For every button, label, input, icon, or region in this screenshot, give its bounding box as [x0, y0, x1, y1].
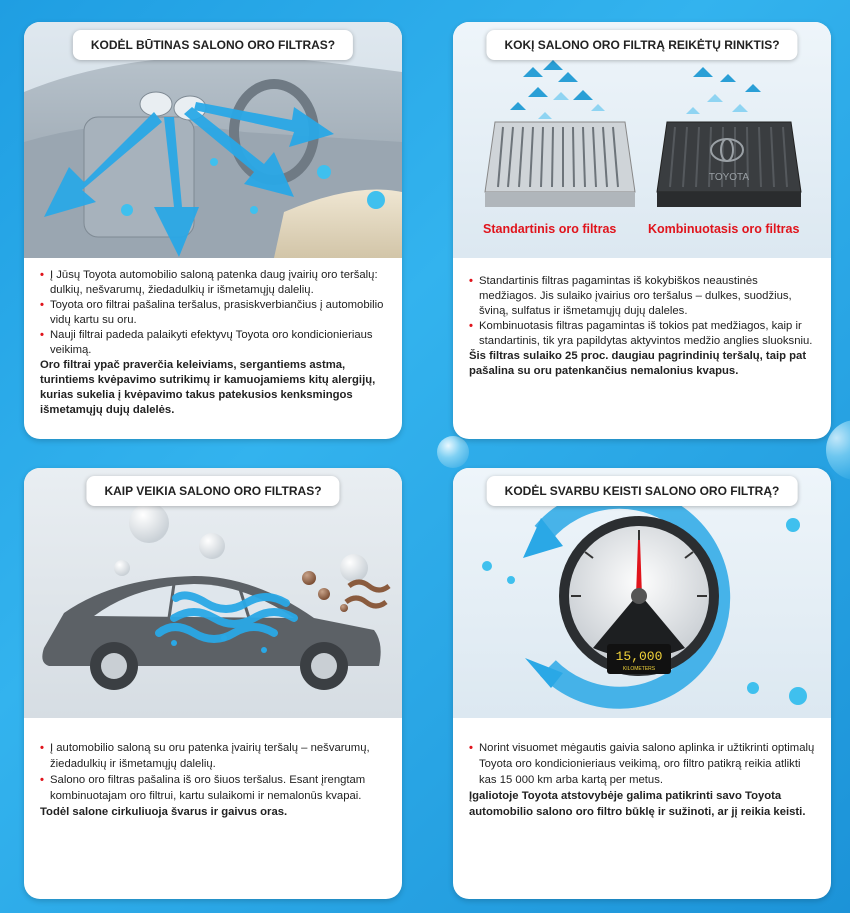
panel-text — [469, 274, 817, 379]
bullet: • Nauji filtrai padeda palaikyti efektyvų Toyota oro kondicionieriaus veikimą. — [40, 328, 388, 358]
bold-note: Šis filtras sulaiko 25 proc. daugiau pagrindinių teršalų, taip pat pašalina su oru patenkančius nemalonius kvapus. — [469, 350, 807, 377]
panel-text — [469, 740, 817, 820]
bold-note: Todėl salone cirkuliuoja švarus ir gaivus oras. — [40, 806, 288, 818]
filter-brand-text: TOYOTA — [708, 172, 750, 183]
bullet: • Į automobilio saloną su oru patenka įvairių teršalų – nešvarumų, žiedadulkių ir išmetamųjų dalelių. — [40, 740, 388, 772]
bullet: • Norint visuomet mėgautis gaivia salono aplinka ir užtikrinti optimalų Toyota oro kondicionieriaus veikimą, oro filtro patikrą reikia atlikti kas 15 000 km arba kartą per metus. — [469, 740, 817, 788]
panel-how-filter-works — [24, 468, 402, 899]
bullet: • Į Jūsų Toyota automobilio saloną patenka daug įvairių oro teršalų: dulkių, nešvarumų, žiedadulkių ir išmetamųjų dalelių. — [40, 268, 388, 298]
label-standard-filter: Standartinis oro filtras — [483, 222, 617, 236]
bullet: • Toyota oro filtrai pašalina teršalus, prasiskverbiančius į automobilio vidų kartu su oru. — [40, 298, 388, 328]
panel-why-change-filter — [453, 468, 831, 899]
panel-text — [40, 268, 388, 418]
panel-title: KOKĮ SALONO ORO FILTRĄ REIKĖTŲ RINKTIS? — [486, 30, 797, 60]
bold-note: Oro filtrai ypač praverčia keleiviams, sergantiems astma, turintiems kvėpavimo sutrikimų ir kamuojamiems kitų alergijų, kurias sukelia į kvėpavimo takus patekusios kenksmingos išmetamųjų dujų dalelės. — [40, 359, 376, 416]
bullet: • Kombinuotasis filtras pagamintas iš tokios pat medžiagos, kaip ir standartinis, tik yra papildytas aktyvintos medžio anglies sluoksniu. — [469, 319, 817, 349]
bold-note: Įgaliotoje Toyota atstovybėje galima patikrinti savo Toyota automobilio salono oro filtro būklę ir sužinoti, ar jį reikia keisti. — [469, 790, 806, 818]
panel-title: KAIP VEIKIA SALONO ORO FILTRAS? — [86, 476, 339, 506]
panel-title: KODĖL SVARBU KEISTI SALONO ORO FILTRĄ? — [487, 476, 798, 506]
label-combined-filter: Kombinuotasis oro filtras — [648, 222, 800, 236]
panel-text — [40, 740, 388, 820]
decor-bubble — [437, 436, 469, 468]
odometer-value: 15,000 — [615, 649, 663, 664]
odometer-unit: KILOMETERS — [622, 666, 656, 672]
panel-why-filter — [24, 22, 402, 439]
panel-title: KODĖL BŪTINAS SALONO ORO FILTRAS? — [73, 30, 353, 60]
bullet: • Salono oro filtras pašalina iš oro šiuos teršalus. Esant įrengtam kombinuotajam oro filtrui, kartu sulaikomi ir nemalonūs kvapai. — [40, 772, 388, 804]
panel-which-filter — [453, 22, 831, 439]
bullet: • Standartinis filtras pagamintas iš kokybiškos neaustinės medžiagos. Jis sulaiko įvairius oro teršalus – dulkes, suodžius, šviną, sulfatus ir išmetamųjų dujų daleles. — [469, 274, 817, 319]
